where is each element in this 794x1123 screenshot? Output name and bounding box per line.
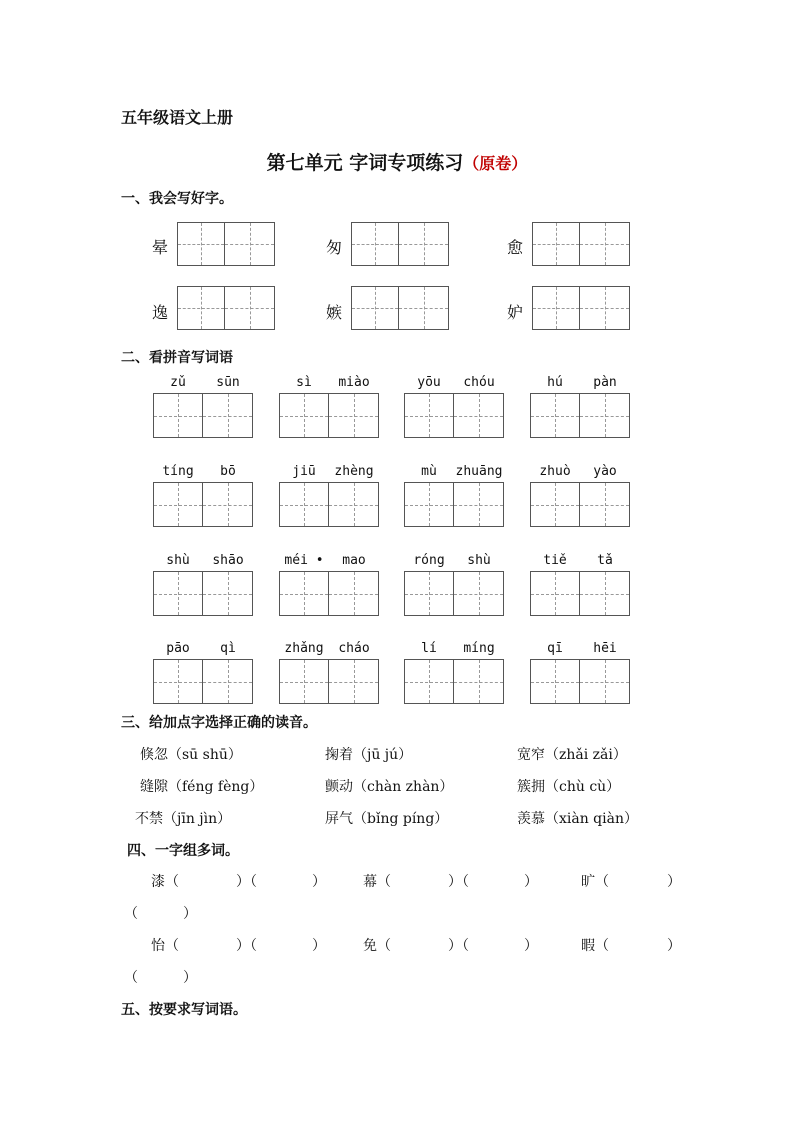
pronunciation-item: 掬着（jū jú）: [325, 747, 413, 763]
pinyin-label: qì: [220, 641, 236, 656]
pinyin-label: chóu: [463, 375, 495, 390]
char-3: 愈: [507, 238, 524, 257]
pronunciation-item: 簇拥（chù cù）: [517, 779, 621, 795]
pinyin-label: róng: [413, 553, 445, 568]
pinyin-label: tǎ: [597, 553, 613, 568]
page-title: [0, 148, 794, 175]
pinyin-label: zǔ: [170, 375, 186, 390]
writing-box[interactable]: [203, 393, 253, 438]
word-group-text: ）: [667, 938, 681, 954]
writing-box[interactable]: [530, 571, 580, 616]
writing-box[interactable]: [580, 571, 630, 616]
writing-box[interactable]: [177, 222, 225, 266]
writing-box[interactable]: [532, 222, 580, 266]
word-group-text: 怡（: [151, 938, 179, 954]
word-group-text: ）: [183, 906, 197, 922]
word-group-text: ）: [524, 874, 538, 890]
char-1: 晕: [152, 238, 169, 257]
word-group-text: ）: [183, 970, 197, 986]
pronunciation-item: 羡慕（xiàn qiàn）: [517, 811, 638, 827]
pinyin-label: cháo: [338, 641, 370, 656]
pinyin-label: sūn: [216, 375, 240, 390]
writing-box[interactable]: [404, 659, 454, 704]
pronunciation-item: 颤动（chàn zhàn）: [325, 779, 454, 795]
pinyin-label: yào: [593, 464, 617, 479]
writing-box[interactable]: [404, 482, 454, 527]
pinyin-label: bō: [220, 464, 236, 479]
writing-box[interactable]: [580, 286, 630, 330]
word-group-text: （: [124, 906, 138, 922]
writing-box[interactable]: [279, 571, 329, 616]
writing-box[interactable]: [580, 659, 630, 704]
writing-box[interactable]: [530, 659, 580, 704]
writing-box[interactable]: [404, 393, 454, 438]
writing-box[interactable]: [203, 659, 253, 704]
title-tag: （原卷）: [463, 154, 528, 173]
writing-box[interactable]: [225, 286, 275, 330]
writing-box[interactable]: [399, 222, 449, 266]
pinyin-label: tíng: [162, 464, 194, 479]
word-group-text: ）（: [236, 938, 257, 954]
writing-box[interactable]: [153, 571, 203, 616]
char-5: 嫉: [326, 303, 343, 322]
section-3-heading: 三、给加点字选择正确的读音。: [121, 715, 317, 731]
writing-box[interactable]: [399, 286, 449, 330]
char-6: 妒: [507, 303, 524, 322]
writing-box[interactable]: [351, 286, 399, 330]
section-1-heading: 一、我会写好字。: [121, 191, 233, 207]
grade-label: 五年级语文上册: [121, 108, 234, 127]
pinyin-label: yōu: [417, 375, 441, 390]
pronunciation-item: 宽窄（zhǎi zǎi）: [517, 747, 627, 763]
word-group-text: ）: [312, 874, 326, 890]
pinyin-label: jiū: [292, 464, 316, 479]
writing-box[interactable]: [454, 393, 504, 438]
pinyin-label: zhǎng: [284, 641, 324, 656]
pinyin-label: zhuāng: [455, 464, 503, 479]
word-group-text: ）: [524, 938, 538, 954]
pinyin-label: shù: [166, 553, 190, 568]
pinyin-label: shāo: [212, 553, 244, 568]
writing-box[interactable]: [279, 659, 329, 704]
title-text: 第七单元 字词专项练习: [266, 152, 464, 174]
word-group-text: 暇（: [581, 938, 609, 954]
word-group-text: ）（: [236, 874, 257, 890]
pinyin-label: shù: [467, 553, 491, 568]
writing-box[interactable]: [580, 393, 630, 438]
writing-box[interactable]: [351, 222, 399, 266]
writing-box[interactable]: [279, 393, 329, 438]
writing-box[interactable]: [153, 393, 203, 438]
pinyin-label: mao: [342, 553, 366, 568]
writing-box[interactable]: [153, 659, 203, 704]
pinyin-label: sì: [296, 375, 312, 390]
writing-box[interactable]: [580, 222, 630, 266]
writing-box[interactable]: [454, 571, 504, 616]
pinyin-label: zhuò: [539, 464, 571, 479]
writing-box[interactable]: [203, 571, 253, 616]
pronunciation-item: 倏忽（sū shū）: [140, 747, 242, 763]
section-2-heading: 二、看拼音写词语: [121, 350, 233, 366]
pinyin-label: zhèng: [334, 464, 374, 479]
section-4-heading: 四、一字组多词。: [127, 843, 239, 859]
writing-box[interactable]: [329, 571, 379, 616]
pinyin-label: hēi: [593, 641, 617, 656]
writing-box[interactable]: [530, 482, 580, 527]
pinyin-label: pàn: [593, 375, 617, 390]
writing-box[interactable]: [454, 482, 504, 527]
word-group-text: 免（: [363, 938, 391, 954]
pinyin-label: méi •: [284, 553, 324, 568]
section-5-heading: 五、按要求写词语。: [121, 1002, 247, 1018]
pinyin-label: pāo: [166, 641, 190, 656]
word-group-text: （: [124, 970, 138, 986]
pronunciation-item: 不禁（jīn jìn）: [135, 811, 232, 827]
word-group-text: 漆（: [151, 874, 179, 890]
pinyin-label: lí: [421, 641, 437, 656]
writing-box[interactable]: [404, 571, 454, 616]
pinyin-label: hú: [547, 375, 563, 390]
pinyin-label: qī: [547, 641, 563, 656]
word-group-text: 幕（: [363, 874, 391, 890]
writing-box[interactable]: [580, 482, 630, 527]
char-4: 逸: [152, 303, 169, 322]
pinyin-label: tiě: [543, 553, 567, 568]
word-group-text: ）（: [448, 874, 469, 890]
writing-box[interactable]: [329, 659, 379, 704]
writing-box[interactable]: [329, 482, 379, 527]
writing-box[interactable]: [279, 482, 329, 527]
writing-box[interactable]: [177, 286, 225, 330]
word-group-text: 旷（: [581, 874, 609, 890]
word-group-text: ）: [667, 874, 681, 890]
writing-box[interactable]: [329, 393, 379, 438]
pinyin-label: míng: [463, 641, 495, 656]
char-2: 匆: [326, 238, 343, 257]
writing-box[interactable]: [225, 222, 275, 266]
pinyin-label: miào: [338, 375, 370, 390]
writing-box[interactable]: [203, 482, 253, 527]
writing-box[interactable]: [153, 482, 203, 527]
writing-box[interactable]: [532, 286, 580, 330]
pronunciation-item: 缝隙（féng fèng）: [140, 779, 264, 795]
word-group-text: ）（: [448, 938, 469, 954]
pronunciation-item: 屏气（bǐng píng）: [325, 811, 449, 827]
word-group-text: ）: [312, 938, 326, 954]
pinyin-label: mù: [421, 464, 437, 479]
writing-box[interactable]: [530, 393, 580, 438]
writing-box[interactable]: [454, 659, 504, 704]
